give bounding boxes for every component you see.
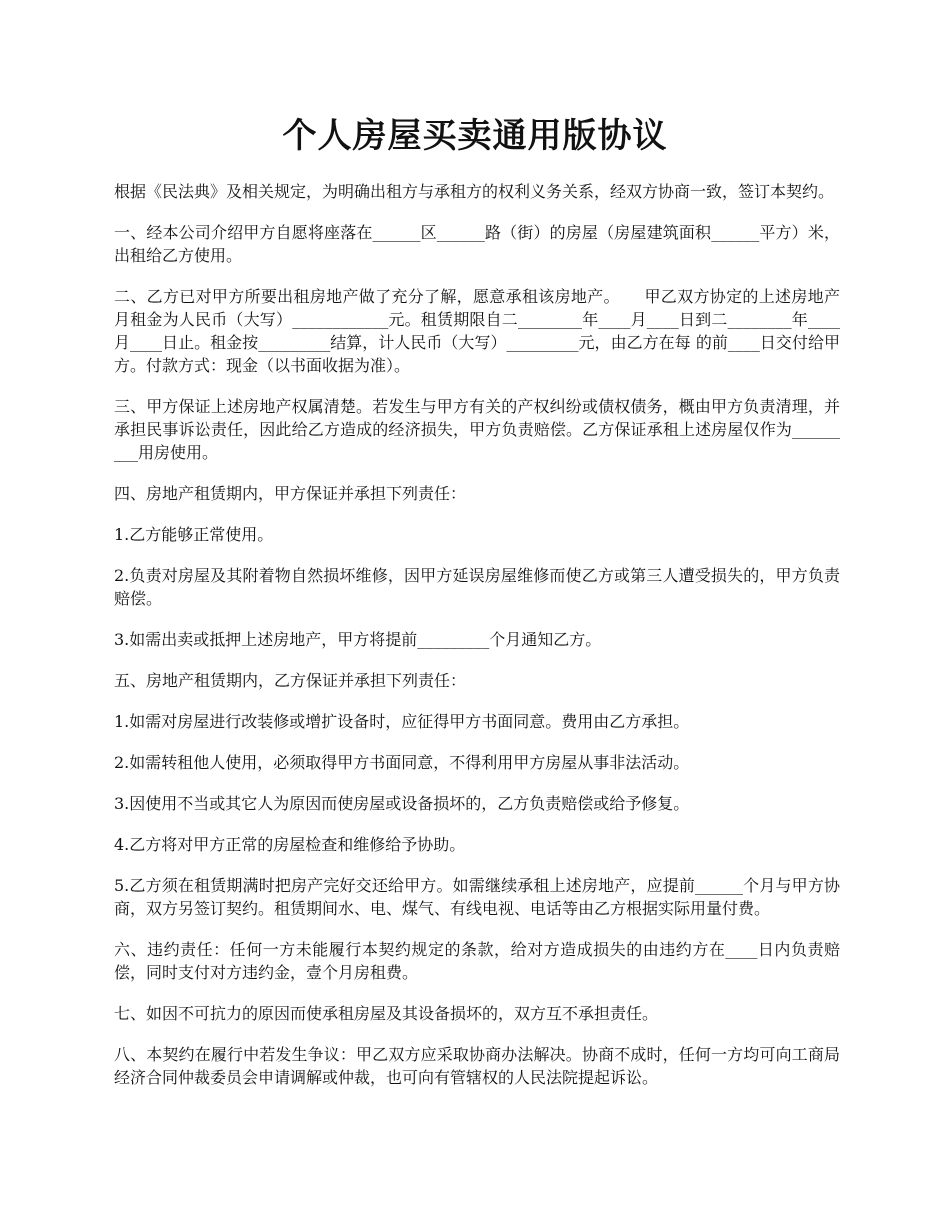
paragraph-clause-5-item-2: 2.如需转租他人使用，必须取得甲方书面同意，不得利用甲方房屋从事非法活动。 <box>114 753 690 772</box>
paragraph-clause-5-heading: 五、房地产租赁期内，乙方保证并承担下列责任： <box>114 671 467 690</box>
paragraph-clause-1: 一、经本公司介绍甲方自愿将座落在______区______路（街）的房屋（房屋建筑面积______平方）米，出租给乙方使用。 <box>114 223 840 265</box>
paragraph-clause-6: 六、违约责任：任何一方未能履行本契约规定的条款，给对方造成损失的由违约方在____日内负责赔偿，同时支付对方违约金，壹个月房租费。 <box>114 940 840 982</box>
paragraph-clause-4-item-2: 2.负责对房屋及其附着物自然损坏维修，因甲方延误房屋维修而使乙方或第三人遭受损失的，甲方负责赔偿。 <box>114 566 840 608</box>
paragraph-clause-4-item-3: 3.如需出卖或抵押上述房地产，甲方将提前_________个月通知乙方。 <box>114 630 602 649</box>
document-title: 个人房屋买卖通用版协议 <box>282 116 668 156</box>
paragraph-clause-7: 七、如因不可抗力的原因而使承租房屋及其设备损坏的，双方互不承担责任。 <box>114 1004 659 1023</box>
paragraph-clause-5-item-4: 4.乙方将对甲方正常的房屋检查和维修给予协助。 <box>114 835 466 854</box>
paragraph-clause-4-heading: 四、房地产租赁期内，甲方保证并承担下列责任： <box>114 484 467 503</box>
paragraph-clause-3: 三、甲方保证上述房地产权属清楚。若发生与甲方有关的产权纠纷或债权债务，概由甲方负责清理，并承担民事诉讼责任，因此给乙方造成的经济损失，甲方负责赔偿。乙方保证承租上述房屋仅作为_________用房使用。 <box>114 397 840 462</box>
document-body <box>114 180 840 1107</box>
paragraph-clause-5-item-5: 5.乙方须在租赁期满时把房产完好交还给甲方。如需继续承租上述房地产，应提前______个月与甲方协商，双方另签订契约。租赁期间水、电、煤气、有线电视、电话等由乙方根据实际用量付费。 <box>114 876 840 918</box>
paragraph-clause-8: 八、本契约在履行中若发生争议：甲乙双方应采取协商办法解决。协商不成时，任何一方均可向工商局经济合同仲裁委员会申请调解或仲裁，也可向有管辖权的人民法院提起诉讼。 <box>114 1045 840 1087</box>
paragraph-clause-5-item-3: 3.因使用不当或其它人为原因而使房屋或设备损坏的，乙方负责赔偿或给予修复。 <box>114 794 690 813</box>
paragraph-preamble: 根据《民法典》及相关规定，为明确出租方与承租方的权利义务关系，经双方协商一致，签订本契约。 <box>114 182 835 201</box>
paragraph-clause-5-item-1: 1.如需对房屋进行改装修或增扩设备时，应征得甲方书面同意。费用由乙方承担。 <box>114 712 690 731</box>
paragraph-clause-2: 二、乙方已对甲方所要出租房地产做了充分了解，愿意承租该房地产。 甲乙双方协定的上述房地产月租金为人民币（大写）____________元。租赁期限自二________年____月____日到二________年____月____日止。租金按_________结算，计人民币（大写）_________元，由乙方在每 的前____日交付给甲方。付款方式：现金（以书面收据为准）。 <box>114 287 840 375</box>
paragraph-clause-4-item-1: 1.乙方能够正常使用。 <box>114 525 274 544</box>
